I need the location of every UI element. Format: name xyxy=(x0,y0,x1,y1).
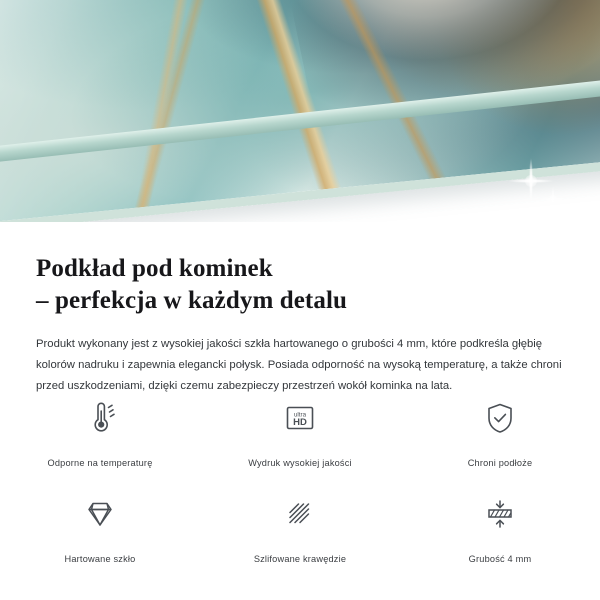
feature-item-polished-edges xyxy=(200,488,400,564)
feature-item-temperature xyxy=(0,392,200,468)
hero-image xyxy=(0,0,600,222)
feature-label: Grubość 4 mm xyxy=(468,554,532,564)
glass-panel-photo xyxy=(0,0,600,222)
page-title-line-2: – perfekcja w każdym detalu xyxy=(36,286,348,314)
feature-item-tempered-glass xyxy=(0,488,200,564)
thermometer-icon xyxy=(74,392,126,444)
thickness-icon xyxy=(474,488,526,540)
artwork-dark-blot xyxy=(276,0,600,157)
sparkle-small-icon xyxy=(540,186,566,212)
feature-label: Hartowane szkło xyxy=(64,554,136,564)
feature-item-protection xyxy=(400,392,600,468)
feature-item-print-quality xyxy=(200,392,400,468)
feature-item-thickness xyxy=(400,488,600,564)
artwork-cream-blot xyxy=(265,0,591,72)
diamond-icon xyxy=(74,488,126,540)
svg-text:ultra: ultra xyxy=(293,411,307,419)
feature-label: Chroni podłoże xyxy=(467,458,533,468)
text-block xyxy=(0,222,600,397)
shield-check-icon xyxy=(474,392,526,444)
page-title xyxy=(0,239,600,317)
feature-label: Odporne na temperaturę xyxy=(47,458,153,468)
svg-text:HD: HD xyxy=(293,417,307,428)
page-title-line-1: Podkład pod kominek xyxy=(36,254,273,282)
ultra-hd-icon xyxy=(274,392,326,444)
description-paragraph: Produkt wykonany jest z wysokiej jakości szkła hartowanego o grubości 4 mm, które podkreśla głębię kolorów nadruku i zapewnia elegancki połysk. Posiada odporność na wysoką temperaturę, a także chroni przed uszkodzeniami, dzięki czemu zabezpieczy przestrzeń wokół kominka na lata. xyxy=(36,337,562,392)
feature-label: Szlifowane krawędzie xyxy=(253,554,347,564)
polished-edges-icon xyxy=(274,488,326,540)
feature-label: Wydruk wysokiej jakości xyxy=(248,458,352,468)
feature-grid xyxy=(0,392,600,564)
abstract-print-artwork xyxy=(0,0,600,222)
